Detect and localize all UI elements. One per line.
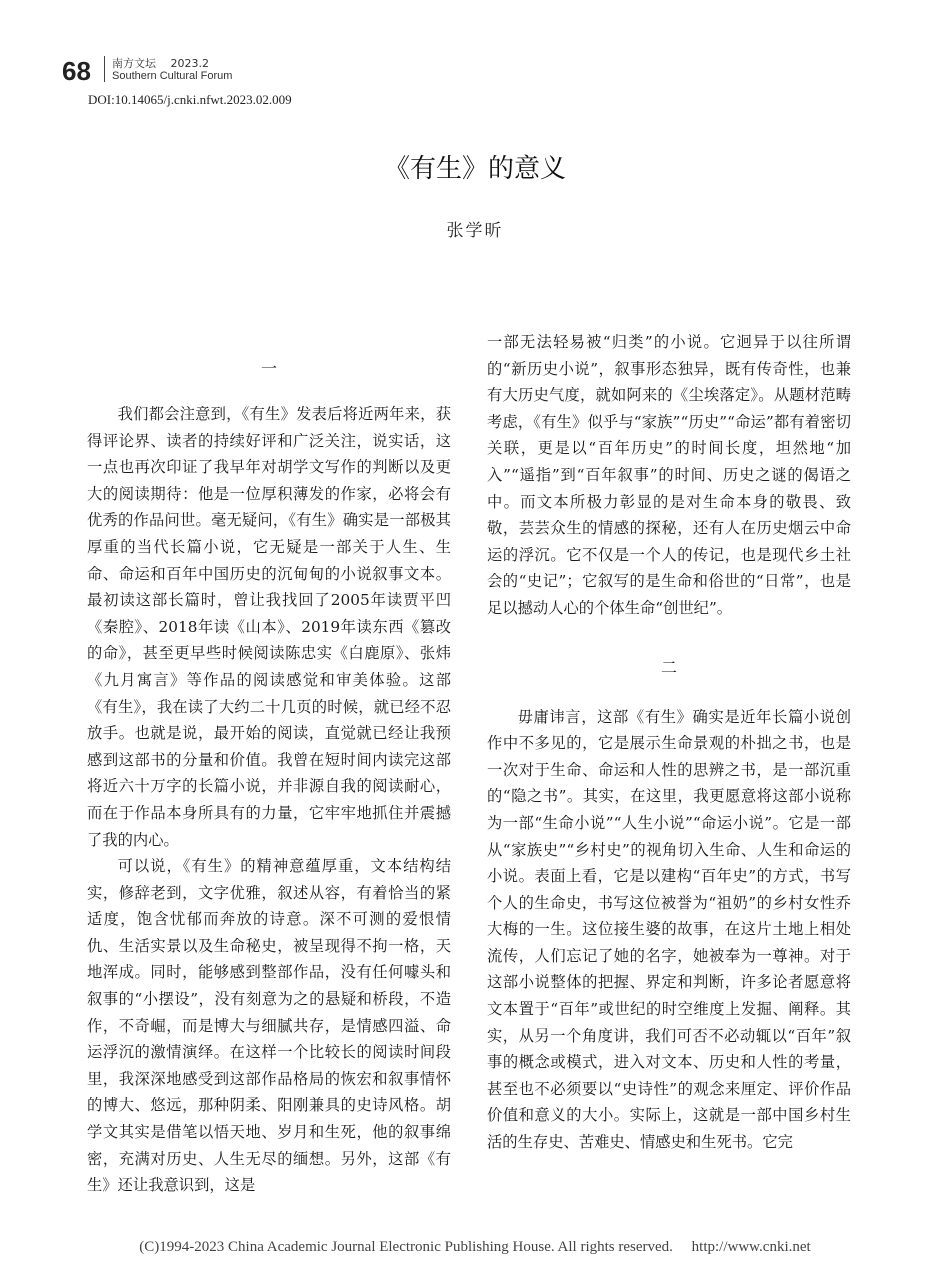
article-author: 张学昕 [446,221,504,241]
copyright-footer: (C)1994-2023 China Academic Journal Electronic Publishing House. All rights reserved. http://www.cnki.net [139,1239,811,1255]
left-paragraph-2: 可以说，《有生》的精神意蕴厚重，文本结构结实，修辞老到，文字优雅，叙述从容，有着恰当的紧适度，饱含忧郁而奔放的诗意。深不可测的爱恨情仇、生活实景以及生命秘史，被呈现得不拘一格，天地浑成。同时，能够感到整部作品，没有任何噱头和叙事的“小摆设”，没有刻意为之的悬疑和桥段，不造作，不奇崛，而是博大与细腻共存，是情感四溢、命运浮沉的激情演绎。在这样一个比较长的阅读时间段里，我深深地感受到这部作品格局的恢宏和叙事情怀的博大、悠远，那种阴柔、阳刚兼具的史诗风格。胡学文其实是借笔以悟天地、岁月和生死，他的叙事绵密，充满对历史、人生无尽的缅想。另外，这部《有生》还让我意识到，这是 [87,857,451,1195]
section-heading-one: 一 [260,359,277,378]
right-column [487,329,851,1156]
left-paragraph-1: 我们都会注意到，《有生》发表后将近两年来，获得评论界、读者的持续好评和广泛关注，说实话，这一点也再次印证了我早年对胡学文写作的判断以及更大的阅读期待：他是一位厚积薄发的作家，必将会有优秀的作品问世。毫无疑问，《有生》确实是一部极其厚重的当代长篇小说，它无疑是一部关于人生、生命、命运和百年中国历史的沉甸甸的小说叙事文本。最初读这部长篇时，曾让我找回了2005年读贾平凹《秦腔》、2018年读《山本》、2019年读东西《篡改的命》，甚至更早些时候阅读陈忠实《白鹿原》、张炜《九月寓言》等作品的阅读感觉和审美体验。这部《有生》，我在读了大约二十几页的时候，就已经不忍放手。也就是说，最开始的阅读，直觉就已经让我预感到这部书的分量和价值。我曾在短时间内读完这部将近六十万字的长篇小说，并非源自我的阅读耐心，而在于作品本身所具有的力量，它牢牢地抓住并震撼了我的内心。 [87,405,451,849]
right-paragraph-2: 毋庸讳言，这部《有生》确实是近年长篇小说创作中不多见的，它是展示生命景观的朴拙之书，也是一次对于生命、命运和人性的思辨之书，是一部沉重的“隐之书”。其实，在这里，我更愿意将这部小说称为一部“生命小说”“人生小说”“命运小说”。它是一部从“家族史”“乡村史”的视角切入生命、人生和命运的小说。表面上看，它是以建构“百年史”的方式，书写个人的生命史，书写这位被誉为“祖奶”的乡村女性乔大梅的一生。这位接生婆的故事，在这片土地上相处流传，人们忘记了她的名字，她被奉为一尊神。对于这部小说整体的把握、界定和判断，许多论者愿意将文本置于“百年”或世纪的时空维度上发掘、阐释。其实，从另一个角度讲，我们可否不必动辄以“百年”叙事的概念或模式，进入对文本、历史和人性的考量，甚至也不必须要以“史诗性”的观念来厘定、评价作品价值和意义的大小。实际上，这就是一部中国乡村生活的生存史、苦难史、情感史和生死书。它完 [487,707,851,1152]
header-divider [104,56,105,82]
journal-name-en: Southern Cultural Forum [112,70,233,82]
section-heading-two: 二 [660,657,677,677]
page-number: 68 [62,56,91,86]
left-column [87,329,451,1199]
article-title: 《有生》的意义 [383,154,566,184]
doi: DOI:10.14065/j.cnki.nfwt.2023.02.009 [88,92,292,107]
journal-name-cn: 南方文坛 2023.2 [112,57,209,70]
right-paragraph-1: 一部无法轻易被“归类”的小说。它迥异于以往所谓的“新历史小说”，叙事形态独异，既有传奇性，也兼有大历史气度，就如阿来的《尘埃落定》。从题材范畴考虑，《有生》似乎与“家族”“历史”“命运”都有着密切关联，更是以“百年历史”的时间长度，坦然地“加入”“遥指”到“百年叙事”的时间、历史之谜的偈语之中。而文本所极力彰显的是对生命本身的敬畏、致敬，芸芸众生的情感的探秘，还有人在历史烟云中命运的浮沉。它不仅是一个人的传记，也是现代乡土社会的“史记”；它叙写的是生命和俗世的“日常”，也是足以撼动人心的个体生命“创世纪”。 [487,333,851,617]
